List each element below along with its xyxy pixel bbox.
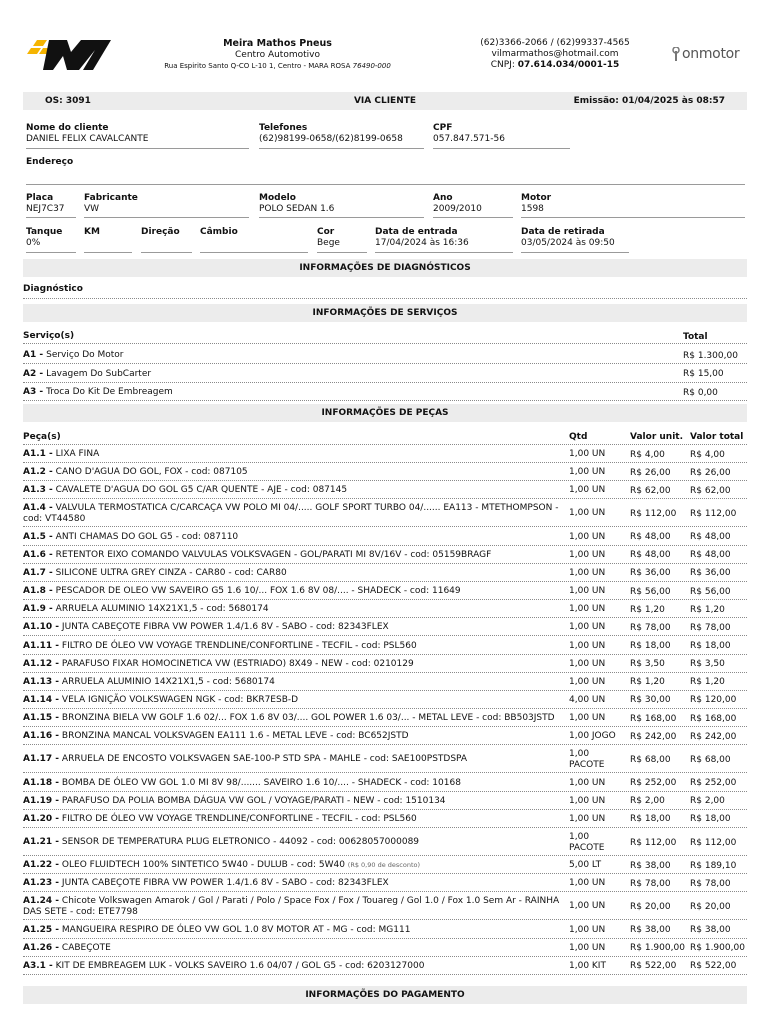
- part-desc: [23, 710, 563, 727]
- company-contacts: [455, 38, 655, 71]
- company-logo: [27, 38, 113, 72]
- part-total-price: R$ 26,00: [690, 467, 731, 478]
- part-code: A1.15 -: [23, 713, 60, 724]
- part-code: A1.6 -: [23, 549, 53, 560]
- part-code: A1.19 -: [23, 795, 60, 806]
- part-row: [23, 601, 747, 618]
- vehicle-ano-field: Ano 2009/2010: [433, 193, 513, 218]
- company-subtitle: Centro Automotivo: [235, 50, 320, 60]
- part-name: KIT DE EMBREAGEM LUK - VOLKS SAVEIRO 1.6 04/07 / GOL G5 - cod: 6203127000: [55, 960, 425, 971]
- part-code: A1.25 -: [23, 924, 60, 935]
- part-total-price: R$ 48,00: [690, 532, 731, 543]
- part-code: A1.20 -: [23, 813, 60, 824]
- part-code: A1.14 -: [23, 694, 60, 705]
- part-desc: [23, 446, 563, 463]
- company-info: [150, 38, 405, 70]
- part-qtd: 1,00 UN: [569, 658, 606, 669]
- part-qtd: 1,00 JOGO: [569, 731, 616, 742]
- part-qtd: 1,00 UN: [569, 604, 606, 615]
- onmotor-logo: [672, 45, 752, 63]
- part-qtd: 4,00 UN: [569, 694, 606, 705]
- parts-col-unit: Valor unit.: [630, 432, 684, 442]
- service-name: Serviço Do Motor: [46, 350, 124, 360]
- part-unit-price: R$ 48,00: [630, 532, 671, 543]
- part-row: [23, 875, 747, 892]
- service-name: Lavagem Do SubCarter: [46, 368, 152, 379]
- services-header-row: [23, 329, 747, 344]
- part-name: LIXA FINA: [55, 449, 100, 459]
- company-cnpj: CNPJ: 07.614.034/0001-15: [490, 60, 620, 70]
- part-desc: [23, 692, 563, 709]
- part-unit-price: R$ 38,00: [630, 860, 671, 871]
- part-unit-price: R$ 1,20: [630, 677, 665, 688]
- part-code: A3.1 -: [23, 960, 53, 971]
- part-qtd: 1,00 UN: [569, 924, 606, 935]
- vehicle-placa: NEJ7C37: [26, 204, 65, 214]
- part-row: [23, 958, 747, 975]
- part-desc: [23, 601, 563, 618]
- part-desc: [23, 638, 563, 655]
- part-desc-text: [23, 641, 417, 652]
- part-name: OLEO FLUIDTECH 100% SINTETICO 5W40 - DULUB - cod: 5W40: [61, 860, 345, 871]
- part-row: [23, 940, 747, 957]
- part-name: ANTI CHAMAS DO GOL G5 - cod: 087110: [55, 531, 239, 542]
- vehicle-direcao-field: Direção: [141, 227, 192, 253]
- part-desc: [23, 500, 563, 527]
- part-unit-price: R$ 48,00: [630, 550, 671, 561]
- part-code: A1.23 -: [23, 878, 60, 889]
- service-total: R$ 1.300,00: [683, 350, 738, 361]
- part-total-price: R$ 18,00: [690, 814, 731, 825]
- part-name: PARAFUSO DA POLIA BOMBA DÁGUA VW GOL / VOYAGE/PARATI - NEW - cod: 1510134: [61, 795, 446, 806]
- part-row: [23, 922, 747, 939]
- part-code: A1.5 -: [23, 531, 53, 542]
- part-row: [23, 619, 747, 636]
- part-row: [23, 529, 747, 546]
- part-desc-text: [23, 925, 410, 936]
- part-desc-text: [23, 837, 419, 848]
- part-desc-text: [23, 677, 275, 688]
- part-total-price: R$ 120,00: [690, 695, 737, 706]
- part-desc-text: [23, 695, 298, 706]
- part-total-price: R$ 38,00: [690, 925, 731, 936]
- part-desc: [23, 619, 563, 636]
- part-qtd: 1,00 KIT: [569, 960, 606, 971]
- part-qtd: 1,00 UN: [569, 549, 606, 560]
- part-row: [23, 775, 747, 792]
- part-code: A1.17 -: [23, 754, 60, 765]
- part-name: MANGUEIRA RESPIRO DE ÓLEO VW GOL 1.0 8V MOTOR AT - MG - cod: MG111: [61, 924, 411, 935]
- vehicle-ano: 2009/2010: [433, 204, 482, 214]
- part-row: [23, 728, 747, 745]
- part-desc-text: [23, 550, 491, 561]
- part-unit-price: R$ 78,00: [630, 878, 671, 889]
- part-total-price: R$ 1,20: [690, 677, 725, 688]
- part-desc: [23, 565, 563, 582]
- client-name-field: Nome do cliente DANIEL FELIX CAVALCANTE: [26, 123, 249, 149]
- part-row: [23, 692, 747, 709]
- part-row: [23, 446, 747, 463]
- service-desc: [23, 366, 563, 383]
- part-qtd: 1,00 PACOTE: [569, 831, 605, 853]
- part-total-price: R$ 20,00: [690, 901, 731, 912]
- vehicle-placa-field: Placa NEJ7C37: [26, 193, 76, 218]
- services-section-header: INFORMAÇÕES DE SERVIÇOS: [23, 304, 747, 322]
- part-row: [23, 829, 747, 856]
- part-qtd: 1,00 UN: [569, 676, 606, 687]
- part-desc-text: [23, 604, 269, 615]
- client-phones-field: Telefones (62)98199-0658/(62)8199-0658: [259, 123, 424, 149]
- service-code: A2 -: [23, 368, 44, 379]
- part-qtd: 1,00 UN: [569, 777, 606, 788]
- part-total-price: R$ 78,00: [690, 622, 731, 633]
- part-total-price: R$ 18,00: [690, 641, 731, 651]
- part-row: [23, 583, 747, 600]
- part-total-price: R$ 1,20: [690, 604, 725, 615]
- part-name: VALVULA TERMOSTATICA C/CARCAÇA VW POLO MI 04/..... GOLF SPORT TURBO 04/...... EA113 - MTETHOMPSON - cod: VT44580: [23, 502, 559, 524]
- service-row: [23, 366, 747, 383]
- part-name: CAVALETE D'AGUA DO GOL G5 C/AR QUENTE - AJE - cod: 087145: [55, 485, 348, 496]
- part-desc: [23, 875, 563, 892]
- service-code: A1 -: [23, 350, 44, 360]
- part-total-price: R$ 3,50: [690, 659, 725, 670]
- part-qtd: 1,00 UN: [569, 622, 606, 633]
- part-row: [23, 793, 747, 810]
- part-row: [23, 674, 747, 691]
- parts-header-row: [23, 429, 747, 445]
- vehicle-motor: 1598: [521, 204, 544, 214]
- part-total-price: R$ 168,00: [690, 713, 737, 724]
- vehicle-tanque-field: Tanque 0%: [26, 227, 76, 253]
- part-desc-text: [23, 568, 287, 579]
- part-code: A1.16 -: [23, 731, 60, 742]
- parts-col-qtd: Qtd: [569, 431, 588, 442]
- part-unit-price: R$ 112,00: [630, 508, 677, 519]
- diagnostic-row: [23, 284, 747, 299]
- part-desc: [23, 958, 563, 975]
- part-unit-price: R$ 1.900,00: [630, 943, 685, 954]
- part-code: A1.26 -: [23, 942, 60, 953]
- part-name: PARAFUSO FIXAR HOMOCINETICA VW (ESTRIADO) 8X49 - NEW - cod: 0210129: [61, 658, 414, 669]
- client-cpf: 057.847.571-56: [433, 134, 505, 144]
- part-row: [23, 746, 747, 773]
- vehicle-modelo-field: Modelo POLO SEDAN 1.6: [259, 193, 424, 218]
- part-desc: [23, 922, 563, 939]
- part-name: RETENTOR EIXO COMANDO VALVULAS VOLKSVAGEN - GOL/PARATI MI 8V/16V - cod: 05159BRAGF: [55, 549, 492, 560]
- vehicle-fabricante-field: Fabricante VW: [84, 193, 249, 218]
- part-code: A1.9 -: [23, 604, 53, 615]
- part-name: CABEÇOTE: [61, 942, 111, 953]
- part-row: [23, 638, 747, 655]
- part-desc: [23, 656, 563, 673]
- vehicle-modelo: POLO SEDAN 1.6: [259, 204, 335, 214]
- part-name: SENSOR DE TEMPERATURA PLUG ELETRONICO - 44092 - cod: 00628057000089: [61, 837, 420, 847]
- part-total-price: R$ 112,00: [690, 508, 737, 519]
- part-total-price: R$ 36,00: [690, 568, 731, 579]
- part-total-price: R$ 4,00: [690, 449, 725, 460]
- part-desc: [23, 529, 563, 546]
- diagnostics-section-header: INFORMAÇÕES DE DIAGNÓSTICOS: [23, 259, 747, 277]
- vehicle-motor-field: Motor 1598: [521, 193, 745, 218]
- part-desc-text: [23, 731, 409, 742]
- service-name: Troca Do Kit De Embreagem: [46, 387, 173, 397]
- part-qtd: 1,00 UN: [569, 567, 606, 578]
- part-code: A1.22 -: [23, 860, 60, 871]
- part-qtd: 1,00 PACOTE: [569, 748, 605, 770]
- client-cpf-field: CPF 057.847.571-56: [433, 123, 570, 149]
- part-total-price: R$ 56,00: [690, 586, 731, 597]
- vehicle-km-field: KM: [84, 227, 132, 253]
- part-qtd: 5,00 LT: [569, 860, 602, 871]
- part-desc-text: [23, 659, 414, 670]
- part-desc: [23, 464, 563, 481]
- part-qtd: 1,00 UN: [569, 713, 606, 724]
- part-code: A1.10 -: [23, 622, 60, 633]
- part-name: BRONZINA MANCAL VOLKSVAGEN EA111 1.6 - METAL LEVE - cod: BC652JSTD: [61, 731, 409, 742]
- part-desc: [23, 893, 563, 920]
- part-qtd: 1,00 UN: [569, 449, 606, 459]
- part-desc-text: [23, 896, 563, 918]
- part-unit-price: R$ 78,00: [630, 622, 671, 633]
- part-name: ARRUELA ALUMINIO 14X21X1,5 - cod: 5680174: [55, 604, 269, 615]
- vehicle-retirada: 03/05/2024 às 09:50: [521, 238, 615, 248]
- part-code: A1.24 -: [23, 895, 60, 906]
- part-unit-price: R$ 18,00: [630, 641, 671, 651]
- payment-section-header: INFORMAÇÕES DO PAGAMENTO: [23, 986, 747, 1004]
- part-total-price: R$ 62,00: [690, 485, 731, 496]
- part-total-price: R$ 522,00: [690, 961, 737, 972]
- client-address-field: Endereço: [26, 157, 745, 185]
- part-name: ARRUELA DE ENCOSTO VOLKSVAGEN SAE-100-P STD SPA - MAHLE - cod: SAE100PSTDSPA: [61, 754, 468, 765]
- part-qtd: 1,00 UN: [569, 531, 606, 542]
- part-code: A1.1 -: [23, 449, 53, 459]
- part-desc-text: [23, 467, 248, 478]
- part-desc-text: [23, 449, 99, 460]
- part-unit-price: R$ 1,20: [630, 604, 665, 615]
- part-unit-price: R$ 36,00: [630, 568, 671, 579]
- part-desc: [23, 728, 563, 745]
- part-name: Chicote Volkswagen Amarok / Gol / Parati / Polo / Space Fox / Fox / Touareg / Gol 1.0 / Fox 1.0 Sem Ar - RAINHA DAS SETE - cod: ETE7798: [23, 895, 560, 917]
- part-desc-text: [23, 860, 420, 871]
- emissao-date: Emissão: 01/04/2025 às 08:57: [573, 96, 725, 106]
- client-name: DANIEL FELIX CAVALCANTE: [26, 134, 149, 144]
- part-qtd: 1,00 UN: [569, 485, 606, 496]
- vehicle-cambio-field: Câmbio: [200, 227, 308, 253]
- part-row: [23, 500, 747, 527]
- part-desc: [23, 547, 563, 564]
- part-desc: [23, 857, 563, 874]
- vehicle-entrada-field: Data de entrada 17/04/2024 às 16:36: [375, 227, 513, 253]
- part-unit-price: R$ 18,00: [630, 814, 671, 825]
- part-name: VELA IGNIÇÃO VOLKSWAGEN NGK - cod: BKR7ESB-D: [61, 694, 299, 705]
- part-qtd: 1,00 UN: [569, 878, 606, 889]
- part-name: FILTRO DE ÓLEO VW VOYAGE TRENDLINE/CONFORTLINE - TECFIL - cod: PSL560: [61, 813, 417, 824]
- part-row: [23, 656, 747, 673]
- part-row: [23, 811, 747, 828]
- part-desc-text: [23, 814, 417, 825]
- part-unit-price: R$ 522,00: [630, 961, 677, 972]
- part-desc-text: [23, 754, 467, 765]
- service-total: R$ 15,00: [683, 369, 724, 379]
- part-unit-price: R$ 242,00: [630, 731, 677, 742]
- part-row: [23, 482, 747, 499]
- part-name: CANO D'AGUA DO GOL, FOX - cod: 087105: [55, 467, 248, 478]
- company-phones: (62)3366-2066 / (62)99337-4565: [480, 38, 630, 48]
- vehicle-cor-field: Cor Bege: [317, 227, 367, 253]
- vehicle-tanque: 0%: [26, 238, 41, 248]
- part-code: A1.18 -: [23, 777, 60, 788]
- part-desc-text: [23, 586, 461, 597]
- part-total-price: R$ 48,00: [690, 550, 731, 561]
- part-total-price: R$ 242,00: [690, 731, 737, 742]
- part-row: [23, 464, 747, 481]
- part-code: A1.2 -: [23, 467, 53, 478]
- part-desc-text: [23, 878, 389, 889]
- part-code: A1.13 -: [23, 676, 60, 687]
- part-unit-price: R$ 26,00: [630, 467, 671, 478]
- part-desc: [23, 940, 563, 957]
- part-desc: [23, 775, 563, 792]
- vehicle-cor: Bege: [317, 238, 340, 248]
- part-name: JUNTA CABEÇOTE FIBRA VW POWER 1.4/1.6 8V - SABO - cod: 82343FLEX: [61, 622, 389, 633]
- parts-section-header: INFORMAÇÕES DE PEÇAS: [23, 404, 747, 422]
- company-email: vilmarmathos@hotmail.com: [491, 49, 619, 59]
- part-qtd: 1,00 UN: [569, 942, 606, 953]
- part-total-price: R$ 189,10: [690, 860, 737, 871]
- vehicle-retirada-field: Data de retirada 03/05/2024 às 09:50: [521, 227, 629, 253]
- part-unit-price: R$ 62,00: [630, 485, 671, 496]
- os-bar: [23, 92, 747, 110]
- part-desc-text: [23, 485, 347, 496]
- part-name: PESCADOR DE OLEO VW SAVEIRO G5 1.6 10/... FOX 1.6 8V 08/.... - SHADECK - cod: 11649: [55, 586, 461, 597]
- onmotor-text: onmotor: [682, 46, 740, 62]
- company-name: Meira Mathos Pneus: [223, 38, 332, 49]
- part-unit-price: R$ 168,00: [630, 713, 677, 724]
- part-code: A1.7 -: [23, 567, 53, 578]
- part-name: BOMBA DE ÓLEO VW GOL 1.0 MI 8V 98/....... SAVEIRO 1.6 10/.... - SHADECK - cod: 10168: [61, 777, 461, 788]
- part-desc-text: [23, 943, 111, 954]
- os-number: OS: 3091: [45, 96, 91, 106]
- diagnostic-label: Diagnóstico: [23, 284, 83, 294]
- part-row: [23, 893, 747, 920]
- part-qtd: 1,00 UN: [569, 508, 606, 519]
- part-desc: [23, 746, 563, 773]
- parts-col-total: Valor total: [690, 432, 744, 442]
- part-total-price: R$ 2,00: [690, 796, 725, 807]
- service-row: [23, 384, 747, 401]
- part-total-price: R$ 112,00: [690, 837, 737, 848]
- part-code: A1.11 -: [23, 640, 60, 651]
- part-desc: [23, 829, 563, 856]
- part-unit-price: R$ 2,00: [630, 796, 665, 807]
- wrench-icon: [672, 47, 680, 61]
- part-qtd: 1,00 UN: [569, 795, 606, 806]
- part-desc: [23, 583, 563, 600]
- part-total-price: R$ 252,00: [690, 778, 737, 789]
- part-qtd: 1,00 UN: [569, 467, 606, 478]
- part-unit-price: R$ 30,00: [630, 695, 671, 706]
- parts-col-part: Peça(s): [23, 431, 61, 442]
- part-code: A1.21 -: [23, 837, 60, 847]
- part-unit-price: R$ 56,00: [630, 586, 671, 597]
- services-col-service: Serviço(s): [23, 331, 75, 341]
- part-total-price: R$ 68,00: [690, 754, 731, 765]
- part-row: [23, 857, 747, 874]
- part-unit-price: R$ 252,00: [630, 778, 677, 789]
- part-unit-price: R$ 38,00: [630, 925, 671, 936]
- part-code: A1.3 -: [23, 485, 53, 496]
- part-unit-price: R$ 3,50: [630, 659, 665, 670]
- via-cliente: VIA CLIENTE: [353, 96, 417, 106]
- part-desc: [23, 811, 563, 828]
- part-desc-text: [23, 622, 389, 633]
- part-row: [23, 565, 747, 582]
- part-desc: [23, 793, 563, 810]
- service-desc: [23, 347, 563, 364]
- client-phones: (62)98199-0658/(62)8199-0658: [259, 134, 403, 144]
- part-row: [23, 547, 747, 564]
- part-name: BRONZINA BIELA VW GOLF 1.6 02/... FOX 1.6 8V 03/.... GOL POWER 1.6 03/... - METAL LEVE - cod: BB503JSTD: [61, 713, 555, 724]
- vehicle-entrada: 17/04/2024 às 16:36: [375, 238, 469, 248]
- part-code: A1.12 -: [23, 658, 60, 669]
- service-row: [23, 347, 747, 364]
- services-col-total: Total: [683, 331, 708, 342]
- part-name: SILICONE ULTRA GREY CINZA - CAR80 - cod: CAR80: [55, 567, 287, 578]
- part-desc-text: [23, 532, 238, 543]
- part-unit-price: R$ 112,00: [630, 837, 677, 848]
- part-code: A1.4 -: [23, 502, 53, 513]
- part-row: [23, 710, 747, 727]
- part-code: A1.8 -: [23, 586, 53, 597]
- part-desc: [23, 482, 563, 499]
- part-qtd: 1,00 UN: [569, 813, 606, 824]
- part-qtd: 1,00 UN: [569, 640, 606, 651]
- part-name: ARRUELA ALUMINIO 14X21X1,5 - cod: 5680174: [61, 676, 275, 687]
- company-address: Rua Espirito Santo Q-CO L-10 1, Centro - MARA ROSA 76490-000: [164, 62, 391, 70]
- part-unit-price: R$ 20,00: [630, 901, 671, 912]
- part-qtd: 1,00 UN: [569, 586, 606, 597]
- part-desc-text: [23, 778, 461, 789]
- part-desc-text: [23, 713, 555, 724]
- service-code: A3 -: [23, 387, 44, 397]
- part-desc-text: [23, 796, 446, 807]
- service-total: R$ 0,00: [683, 387, 718, 398]
- part-total-price: R$ 1.900,00: [690, 943, 745, 954]
- vehicle-fabricante: VW: [84, 204, 100, 214]
- part-total-price: R$ 78,00: [690, 878, 731, 889]
- part-name: JUNTA CABEÇOTE FIBRA VW POWER 1.4/1.6 8V - SABO - cod: 82343FLEX: [61, 878, 389, 889]
- part-desc-text: [23, 503, 563, 525]
- part-discount-note: (R$ 0,90 de desconto): [347, 861, 421, 870]
- part-name: FILTRO DE ÓLEO VW VOYAGE TRENDLINE/CONFORTLINE - TECFIL - cod: PSL560: [61, 640, 417, 651]
- part-unit-price: R$ 4,00: [630, 449, 665, 460]
- part-desc: [23, 674, 563, 691]
- service-desc: [23, 384, 563, 401]
- part-qtd: 1,00 UN: [569, 901, 606, 912]
- part-unit-price: R$ 68,00: [630, 754, 671, 765]
- part-desc-text: [23, 961, 424, 972]
